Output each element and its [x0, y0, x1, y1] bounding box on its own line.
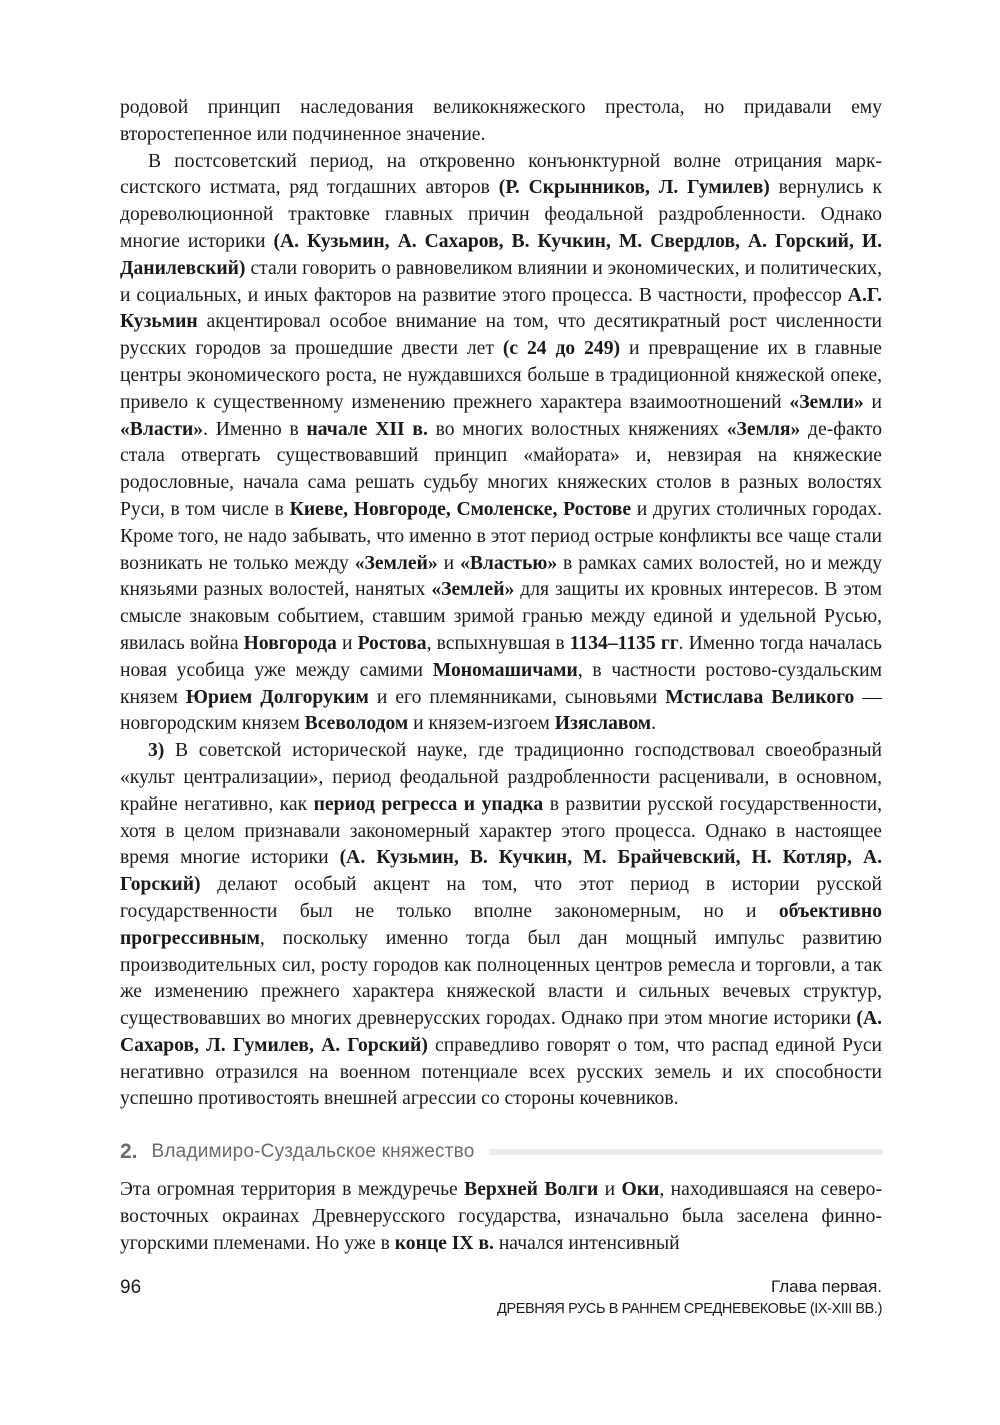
text-run: начался интенсивный — [493, 1232, 680, 1254]
bold-text-run: (А. Сахаров, Л. Гумилев, А. Горский) — [120, 1008, 882, 1056]
text-run: и — [598, 1179, 622, 1200]
bold-text-run: период регресса и упадка — [313, 793, 544, 815]
text-run: . — [651, 713, 657, 735]
bold-text-run: (Р. Скрынников, Л. Гумилев) — [498, 177, 770, 199]
bold-text-run: «Землей» — [354, 552, 438, 574]
text-run: и князем-изгоем — [408, 713, 555, 735]
text-run: во многих волостных княжениях — [427, 418, 727, 440]
text-run: . Именно тогда началась новая усобица уже между самими — [120, 632, 882, 681]
text-run: и — [437, 552, 461, 574]
bold-text-run: Ростова — [357, 632, 427, 654]
running-title-chapter: Глава первая. — [771, 1277, 882, 1296]
bold-text-run: «Власти» — [120, 418, 204, 440]
text-run: Эта огромная территория в междуречье — [120, 1179, 465, 1200]
bold-text-run: Мономашичами — [432, 659, 578, 681]
page-footer — [120, 1277, 882, 1337]
bold-text-run: Мстислава Великого — [665, 686, 855, 708]
bold-text-run: конце IX в. — [394, 1232, 494, 1254]
bold-text-run: (А. Кузьмин, В. Кучкин, М. Брайчевский, Н. Котляр, А. Горский) — [120, 847, 882, 896]
bold-text-run: Новгорода — [243, 632, 337, 654]
section-body — [120, 1177, 882, 1257]
bold-text-run: (А. Кузьмин, А. Сахаров, В. Кучкин, М. Свердлов, А. Горский, И. Данилевский) — [120, 230, 882, 279]
text-run: . Именно в — [203, 418, 307, 440]
text-run: для защиты их кровных интересов. В этом смысле знаковым событием, ставшим зримой гранью между единой и удельной Русью, явилась война — [120, 579, 882, 654]
bold-text-run: «Земли» — [789, 391, 864, 413]
paragraph — [120, 738, 882, 1113]
bold-text-run: Оки — [621, 1179, 660, 1200]
text-run: — новгородским князем — [120, 686, 882, 735]
text-run: вернулись к дореволюционной трактовке главных причин феодальной раздробленности. Однако многие историки — [120, 177, 883, 252]
bold-text-run: «Властью» — [460, 552, 558, 574]
body-text — [120, 95, 882, 1113]
bold-text-run: Юрием Долгоруким — [185, 686, 369, 708]
section-divider — [489, 1149, 883, 1155]
text-run: и превращение их в главные центры экономического роста, не нуждавшихся больше в традиционной княжеской опеке, привело к существенному изменению прежнего характера взаимоотношений — [120, 338, 882, 413]
bold-text-run: Верхней Волги — [464, 1179, 599, 1200]
bold-text-run: 3) — [148, 740, 165, 762]
text-run: , в частности ростово-суздальским князем — [120, 659, 882, 708]
bold-text-run: «Земля» — [726, 418, 801, 440]
text-run: и — [336, 632, 358, 654]
bold-text-run: «Землей» — [431, 579, 515, 601]
bold-text-run: (с 24 до 249) — [502, 338, 621, 360]
section-number: 2. — [120, 1140, 138, 1163]
bold-text-run: Изяславом — [554, 713, 652, 735]
text-run: делают особый акцент на том, что этот период в истории русской государственности был не только вполне закономерным, но и — [120, 874, 882, 922]
text-run: де-факто стала отвергать существовавший принцип «майората» и, невзирая на княжеские родословные, начала сама решать судьбу многих княжеских столов в разных волостях Руси, в том числе в — [120, 418, 883, 520]
bold-text-run: Всеволодом — [304, 713, 409, 735]
text-run: и — [863, 391, 882, 413]
bold-text-run: начале XII в. — [306, 418, 428, 440]
page-number: 96 — [120, 1277, 142, 1298]
paragraph — [120, 149, 882, 739]
paragraph — [120, 95, 882, 149]
text-run: в рамках самих волостей, но и между князьями разных волостей, нанятых — [120, 552, 882, 601]
text-run: , находившаяся на северо-восточных окраинах Древнерусского государства, изначально была заселена финно-угорскими племенами. Но уже в — [120, 1179, 883, 1254]
text-run: В советской исторической науке, где традиционно господствовал своеобразный «культ централизации», период феодальной раздробленности расценивали, в основном, крайне негативно, как — [120, 740, 882, 815]
bold-text-run: 1134–1135 гг — [569, 632, 679, 654]
text-run: стали говорить о равновеликом влиянии и экономических, и политических, и социальных, и иных факторов на развитие этого процесса. В частности, профессор — [120, 257, 882, 306]
text-run: справедливо говорят о том, что распад единой Руси негативно отразился на военном потенциале всех русских земель и их способности успешно противостоять внешней агрессии со стороны кочевников. — [120, 1034, 882, 1110]
bold-text-run: Киеве, Новгороде, Смоленске, Ростове — [289, 498, 632, 520]
text-run: , поскольку именно тогда был дан мощный импульс развитию производительных сил, росту городов как полноценных центров ремесла и торговли, а так же изменению прежнего характера княжеской власти и сильных вечевых структур, существовавших во многих древнерусских городах. Однако при этом многие историки — [120, 927, 882, 1030]
text-run: , вспыхнувшая в — [426, 632, 570, 654]
bold-text-run: объективно прогрессивным — [120, 900, 882, 949]
text-run: акцентировал особое внимание на том, что десятикратный рост численности русских городов за прошедшие двести лет — [120, 311, 882, 360]
section-heading — [120, 1137, 882, 1167]
text-run: в развитии русской государственности, хотя в целом признавали закономерный характер этого процесса. Однако в настоящее время многие историки — [120, 793, 882, 869]
section-title: Владимиро-Суздальское княжество — [151, 1141, 475, 1162]
section-paragraph — [120, 1177, 882, 1257]
bold-text-run: А.Г. Кузьмин — [120, 284, 882, 333]
text-run: В постсоветский период, на откровенно конъюнктурной волне отрицания марксистского истмата, ряд тогдашних авторов — [120, 150, 882, 199]
running-title-subtitle: ДРЕВНЯЯ РУСЬ В РАННЕМ СРЕДНЕВЕКОВЬЕ (IX-XIII ВВ.) — [497, 1301, 882, 1317]
text-run: родовой принцип наследования великокняжеского престола, но придавали ему второстепенное или подчиненное значение. — [120, 97, 882, 145]
text-run: и его племянниками, сыновьями — [368, 686, 666, 708]
text-run: и других столичных городах. Кроме того, не надо забывать, что именно в этот период острые конфликты все чаще стали возникать не только между — [120, 498, 882, 574]
